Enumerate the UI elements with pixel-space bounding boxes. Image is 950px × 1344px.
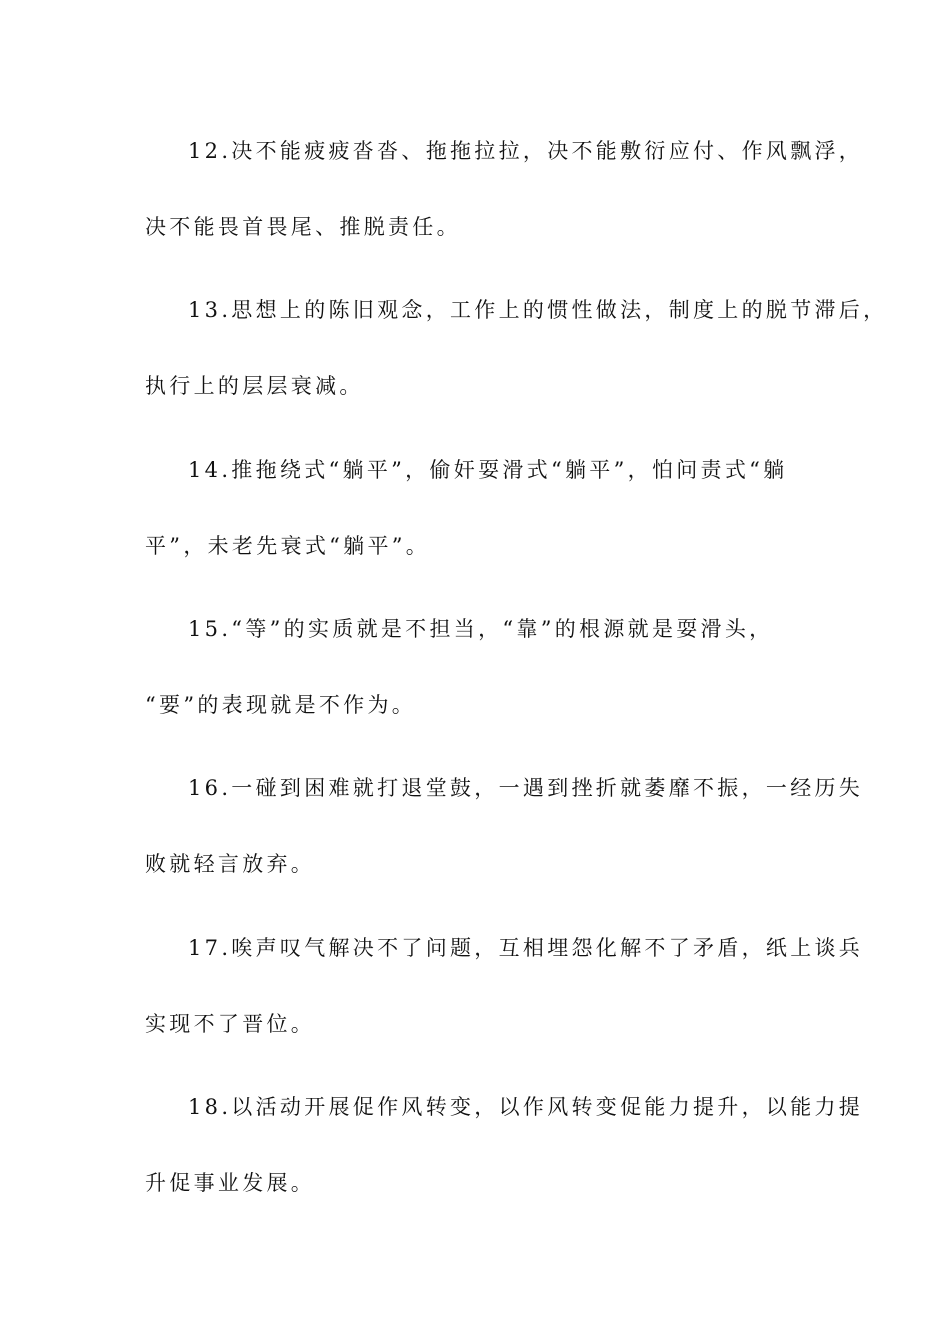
- paragraph-13-line-1: 13.思想上的陈旧观念，工作上的惯性做法，制度上的脱节滞后，: [188, 298, 888, 322]
- paragraph-14-line-2: 平”，未老先衰式“躺平”。: [145, 534, 431, 558]
- paragraph-16-line-2: 败就轻言放弃。: [145, 852, 316, 876]
- paragraph-18-line-2: 升促事业发展。: [145, 1171, 316, 1195]
- paragraph-12-line-2: 决不能畏首畏尾、推脱责任。: [145, 215, 461, 239]
- paragraph-17-line-1: 17.唉声叹气解决不了问题，互相埋怨化解不了矛盾，纸上谈兵: [188, 936, 864, 960]
- paragraph-17-line-2: 实现不了晋位。: [145, 1012, 316, 1036]
- paragraph-14-line-1: 14.推拖绕式“躺平”，偷奸耍滑式“躺平”，怕问责式“躺: [188, 458, 788, 482]
- paragraph-12-line-1: 12.决不能疲疲沓沓、拖拖拉拉，决不能敷衍应付、作风飘浮，: [188, 139, 864, 163]
- paragraph-15-line-2: “要”的表现就是不作为。: [145, 693, 417, 717]
- paragraph-18-line-1: 18.以活动开展促作风转变，以作风转变促能力提升，以能力提: [188, 1095, 864, 1119]
- paragraph-15-line-1: 15.“等”的实质就是不担当，“靠”的根源就是耍滑头，: [188, 617, 774, 641]
- paragraph-16-line-1: 16.一碰到困难就打退堂鼓，一遇到挫折就萎靡不振，一经历失: [188, 776, 864, 800]
- paragraph-13-line-2: 执行上的层层衰减。: [145, 374, 364, 398]
